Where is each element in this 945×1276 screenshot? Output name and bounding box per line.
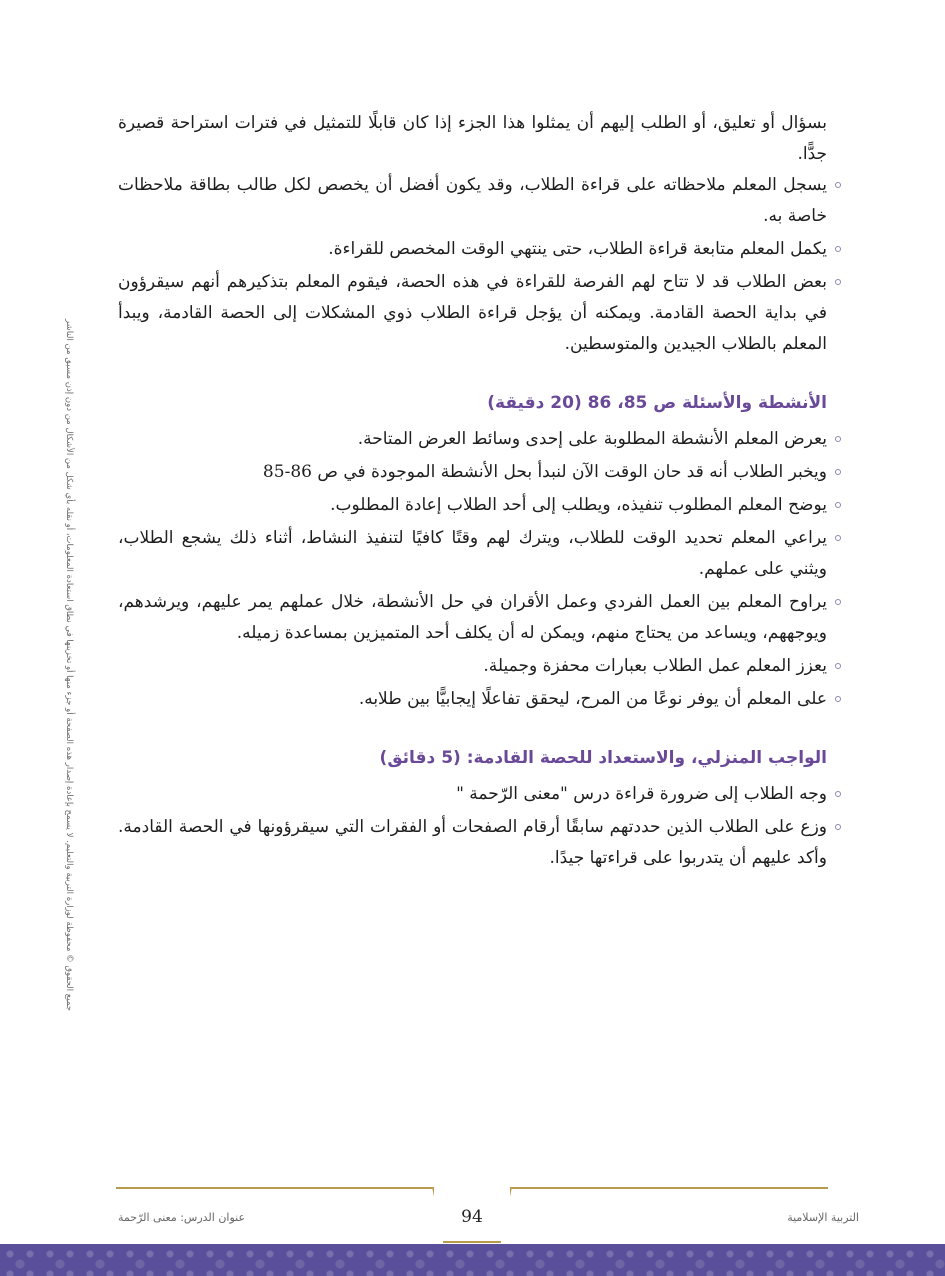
footer-divider-right	[510, 1187, 828, 1189]
activities-list	[118, 424, 827, 715]
subject-name: التربية الإسلامية	[787, 1211, 859, 1224]
copyright-notice: جميع الحقوق © محفوظة لوزارة التربية والتعليم. لا يسمح بإعادة إصدار هذه الصفحة أو جزء منها أو تخزينها في نطاق استعادة المعلومات، أو نقله بأي شكل من الأشكال من دون إذن مسبق من الناشر	[64, 318, 74, 1012]
list-item: على المعلم أن يوفر نوعًا من المرح، ليحقق تفاعلًا إيجابيًّا بين طلابه.	[118, 684, 827, 715]
list-item: يراوح المعلم بين العمل الفردي وعمل الأقران في حل الأنشطة، خلال عملهم يمر عليهم، ويرشدهم، ويوجههم، ويساعد من يحتاج منهم، ويمكن له أن يكلف أحد المتميزين بمساعدة زميله.	[118, 587, 827, 649]
list-item: ويخبر الطلاب أنه قد حان الوقت الآن لنبدأ بحل الأنشطة الموجودة في ص 86-85	[118, 457, 827, 488]
bullet-icon	[835, 824, 841, 830]
list-item: وجه الطلاب إلى ضرورة قراءة درس "معنى الرّحمة "	[118, 779, 827, 810]
reading-list	[118, 170, 827, 360]
homework-list	[118, 779, 827, 874]
bullet-icon	[835, 535, 841, 541]
bullet-icon	[835, 469, 841, 475]
bullet-icon	[835, 502, 841, 508]
decorative-band	[0, 1244, 945, 1276]
intro-paragraph: بسؤال أو تعليق، أو الطلب إليهم أن يمثلوا هذا الجزء إذا كان قابلًا للتمثيل في فترات استراحة قصيرة جدًّا.	[118, 113, 827, 164]
list-item: يعرض المعلم الأنشطة المطلوبة على إحدى وسائط العرض المتاحة.	[118, 424, 827, 455]
bullet-icon	[835, 791, 841, 797]
bullet-icon	[835, 663, 841, 669]
bullet-icon	[835, 696, 841, 702]
bullet-icon	[835, 182, 841, 188]
list-item: وزع على الطلاب الذين حددتهم سابقًا أرقام الصفحات أو الفقرات التي سيقرؤونها في الحصة القادمة. وأكد عليهم أن يتدربوا على قراءتها جيدًا.	[118, 812, 827, 874]
list-item: يوضح المعلم المطلوب تنفيذه، ويطلب إلى أحد الطلاب إعادة المطلوب.	[118, 490, 827, 521]
list-item: يسجل المعلم ملاحظاته على قراءة الطلاب، وقد يكون أفضل أن يخصص لكل طالب بطاقة ملاحظات خاصة به.	[118, 170, 827, 232]
lesson-title: عنوان الدرس: معنى الرّحمة	[118, 1211, 246, 1224]
list-item: بعض الطلاب قد لا تتاح لهم الفرصة للقراءة في هذه الحصة، فيقوم المعلم بتذكيرهم أنهم سيقرؤون في بداية الحصة القادمة. ويمكنه أن يؤجل قراءة الطلاب ذوي المشكلات إلى الحصة القادمة، ويبدأ المعلم بالطلاب الجيدين والمتوسطين.	[118, 267, 827, 360]
list-item: يراعي المعلم تحديد الوقت للطلاب، ويترك لهم وقتًا كافيًا لتنفيذ النشاط، أثناء ذلك يشجع الطلاب، ويثني على عملهم.	[118, 523, 827, 585]
homework-heading: الواجب المنزلي، والاستعداد للحصة القادمة: (5 دقائق)	[379, 748, 827, 768]
activities-heading: الأنشطة والأسئلة ص 85، 86 (20 دقيقة)	[487, 393, 827, 413]
page-number: 94	[461, 1207, 483, 1227]
bullet-icon	[835, 246, 841, 252]
footer-divider-left	[116, 1187, 434, 1189]
list-item: يعزز المعلم عمل الطلاب بعبارات محفزة وجميلة.	[118, 651, 827, 682]
bullet-icon	[835, 436, 841, 442]
bullet-icon	[835, 599, 841, 605]
bullet-icon	[835, 279, 841, 285]
list-item: يكمل المعلم متابعة قراءة الطلاب، حتى ينتهي الوقت المخصص للقراءة.	[118, 234, 827, 265]
page-content	[118, 108, 827, 876]
